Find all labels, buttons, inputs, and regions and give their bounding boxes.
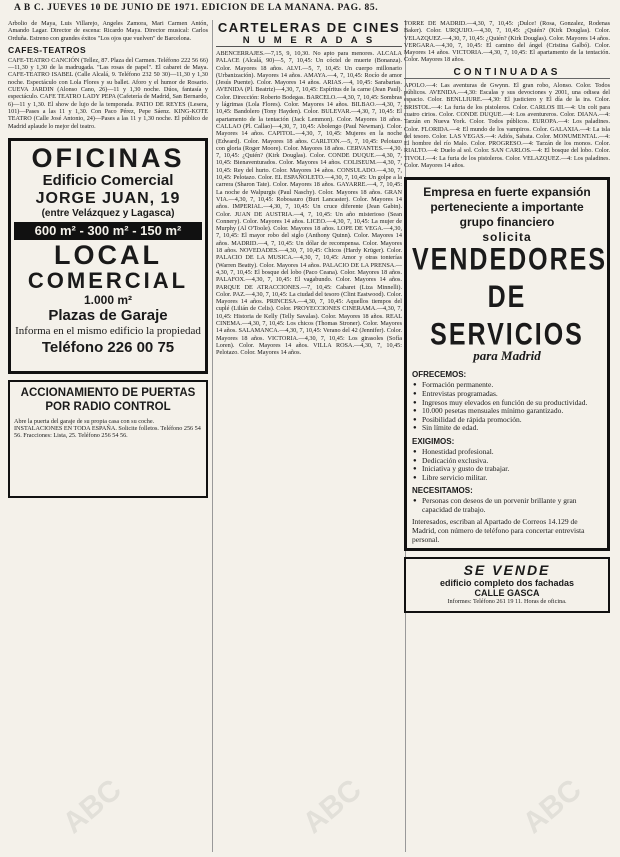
- oficinas-title: OFICINAS: [31, 142, 185, 173]
- carteleras-header: [216, 20, 402, 47]
- list-item: ● Personas con deseos de un porvenir brillante y gran capacidad de trabajo.: [422, 497, 602, 514]
- left-intro-text: Arbolio de Maya, Luis Villarejo, Angeles Zamora, Mari Carmen Antón, Amando Lagar. Director de escena: Ricardo Maya. Director musical: Carlos Orduña. Estreno con grandes éxitos "Los ojos que vuelven" de Barcelona.: [8, 20, 208, 42]
- se-vende-title: SE VENDE: [463, 562, 551, 579]
- right-top-listing: TORRE DE MADRID.—4,30, 7, 10,45: ¡Dulce! (Rosa, Gonzalez, Rodenas Baker). Color. URQUIJO.—4,30, 7, 10,45: ¿Quién? (Kirk Douglas). Color. VELAZQUEZ.—4,30, 7, 10,45: ¿Quién? (Kirk Douglas). Color. Mayores 14 años. VERGARA.—4,30, 7, 10,45: El camino del ángel (Cristina Galbó). Color. Mayores 14 años. VICTORIA.—4,30, 7, 10,45: El apartamento de la tentación. Color. Mayores 18 años.: [404, 20, 610, 64]
- list-item: ● 10.000 pesetas mensuales mínimo garantizado.: [422, 407, 602, 416]
- ofrecemos-list: [412, 381, 602, 433]
- necesitamos-list: [412, 497, 602, 514]
- left-column: [8, 20, 208, 852]
- exigimos-list: [412, 448, 602, 482]
- oficinas-between-streets: (entre Velázquez y Lagasca): [41, 207, 175, 219]
- list-item: ● Sin límite de edad.: [422, 424, 602, 433]
- de-servicios-word: DE SERVICIOS: [430, 279, 584, 353]
- numeradas-subtitle: N U M E R A D A S: [242, 35, 376, 46]
- abc-watermark: ABC: [516, 773, 588, 841]
- ofrecemos-title: OFRECEMOS:: [412, 370, 467, 380]
- cinemas-listing-text: ABENCERRAJES.—7,15, 9, 10,30. No apto para menores. ALCALA PALACE (Alcalá, 90)—5, 7, 10,45: Un cóctel de muerte (Bonanza). Color. Mayores 18 años. ALVI.—5, 7, 10,45: Un cuerpo millonario (Urbanización). Mayores 14 años. AMAYA.—4, 7, 10,45: Rocío de amor (Jesús Puente). Color. Mayores 14 años. ARIAS.—4, 10,45: Sarabarias. AVENIDA (Pl. Beatriz)—4,30, 7, 10,45: Espíritus de la carne (Jean Paul). Color. Dirección: Roberto Bodegas. BARCELO.—4,30, 7, 10,45: Sombras y lágrimas (Lola Flores). Color. Mayores 14 años. BILBAO.—4,30, 7, 10,45: Bandolero (Tony Hayden). Color. BULEVAR.—4,30, 7, 10,45: El apartamento de la tentación (Jack Lemmon). Color. Mayores 18 años. CALLAO (Pl. Callao)—4,30, 7, 10,45: Abolengo (Paul Newman). Color. Mayores 14 años. CAPITOL.—4,30, 7, 10,45: Mujeres en la noche (Edward). Color. Mayores 18 años. CARLTON.—5, 7, 10,45: Pelotazo con gloria (Roger Moore). Color. Mayores 18 años. CERVANTES.—4,30, 7, 10,45: ¿Quién? (Kirk Douglas). Color. CONDE DUQUE.—4,30, 7, 10,45: Bienaventurados. Color. Mayores 14 años. COLISEUM.—4,30, 7, 10,45: Rey del hurto. Color. Mayores 14 años. CONSULADO.—4,30, 7, 10,45: Pelotazo. Color. EL ESPAÑOLETO.—4,30, 7, 10,45: Un golpe a la carrera (Sharon Tate). Color. Mayores 18 años. GAYARRE.—4, 7, 10,45: La noche de Walpurgis (Paul Naschy). Color. Mayores 18 años. GRAN VIA.—4,30, 7, 10,45: Robosauro (Burt Lancaster). Color. Mayores 14 años. IMPERIAL.—4,30, 7, 10,45: Un cruce diferente (Jean Gabin). Color. JUAN DE AUSTRIA.—4, 7, 10,45: Un año misterioso (Sean Connery). Color. Mayores 14 años. LICEO.—4,30, 7, 10,45: La mujer de Murphy (Al O'Toole). Color. Mayores 18 años. LOPE DE VEGA.—4,30, 7, 10,45: El mayor robo del siglo (Anthony Quinn). Color. Mayores 14 años. MADRID.—4, 7, 10,45: Un dólar de recompensa. Color. Mayores 18 años. NOVEDADES.—4,30, 7, 10,45: Chicos (Hardy Krüger). Color. PALACIO DE LA MUSICA.—4,30, 7, 10,45: Amor y otras tonterías (Warren Beatty). Color. Mayores 14 años. PALACIO DE LA PRENSA.—4,30, 7, 10,45: El bosque del lobo (Paco Ceana). Color. Mayores 18 años. PALAFOX.—4,30, 7, 10,45: El vagabundo. Color. Mayores 14 años. PARQUE DE ATRACCIONES.—7, 10,45: Cabaret (Liza Minnelli). Color. PAZ.—4,30, 7, 10,45: La ciudad del tesoro (Clint Eastwood). Color. Mayores 14 años. PRINCESA.—4,30, 7, 10,45: Aquellos tiempos del cuplé (Lilián de Celis). Color. PROYECCIONES CINERAMA.—4,30, 7, 10,45: Historia de Kelly (Telly Savalas). Color. Mayores 18 años. REAL CINEMA.—4,30, 7, 10,45: Los chicos (Thomas Stroner). Color. Mayores 14 años. SALAMANCA.—4,30, 7, 10,45: Verano del 42 (Jennifer). Color. Mayores 18 años. VICTORIA.—4,30, 7, 10,45: Los girasoles (Sofía Loren). Color. Mayores 14 años. VILLA ROSA.—4,30, 7, 10,45: Pelotazo. Color. Mayores 14 años.: [216, 50, 402, 357]
- list-item: ● Posibilidad de rápida promoción.: [422, 416, 602, 425]
- vendedores-advertisement: [404, 177, 610, 551]
- vendedores-headline: [412, 241, 608, 354]
- oficinas-phone: Teléfono 226 00 75: [41, 338, 175, 356]
- necesitamos-title: NECESITAMOS:: [412, 486, 473, 496]
- continuadas-title: CONTINUADAS: [404, 67, 610, 79]
- list-item: ● Entrevistas programadas.: [422, 390, 602, 399]
- list-item: ● Honestidad profesional.: [422, 448, 602, 457]
- vendedores-word: VENDEDORES: [412, 242, 608, 278]
- local-size: 1.000 m²: [83, 292, 133, 307]
- list-item: ● Dedicación exclusiva.: [422, 457, 602, 466]
- list-item: ● Libre servicio militar.: [422, 474, 602, 483]
- list-item: ● Formación permanente.: [422, 381, 602, 390]
- list-item: ● Ingresos muy elevados en función de su productividad.: [422, 399, 602, 408]
- se-vende-text: Informes: Teléfono 261 19 11. Horas de oficina.: [447, 598, 567, 606]
- informa-line: Informa en el mismo edificio la propiedad: [15, 324, 201, 337]
- exigimos-title: EXIGIMOS:: [412, 436, 455, 446]
- carteleras-title: CARTELERAS DE CINES: [217, 20, 401, 35]
- oficinas-address: JORGE JUAN, 19: [35, 189, 181, 207]
- right-column: [404, 20, 610, 852]
- comercial-title: COMERCIAL: [27, 267, 189, 293]
- page-header: A B C. JUEVES 10 DE JUNIO DE 1971. EDICION DE LA MAÑANA. PAG. 85.: [14, 3, 379, 13]
- local-title: LOCAL: [54, 239, 162, 270]
- se-vende-advertisement: [404, 557, 610, 613]
- radio-control-text: Abre la puerta del garaje de su propia casa con su coche. INSTALACIONES EN TODA ESPAÑA. Solicite folletos. Teléfono 256 54 56. Fracciones: Lista, 25. Teléfono 256 54 56.: [14, 417, 201, 440]
- se-vende-street: CALLE GASCA: [474, 588, 540, 599]
- vendedores-contact: Interesados, escriban al Apartado de Correos 14.129 de Madrid, con número de teléfono para concertar entrevista personal.: [412, 517, 585, 544]
- continuadas-listing: APOLO.—4: Las aventuras de Gwynn. El gran robo, Alonso. Color. Todos públicos. AVENIDA.—4,30: Escalas y sus devociones y 2001, una odisea del espacio. Color. BENLLIURE.—4,30: El justiciero y El día de la ira. Color. BRISTOL.—4: La furia de los pistoleros. Color. CARLOS III.—4: Un colt para cuatro cirios. Color. CONDE DUQUE.—4: Los aventureros. Color. DIANA.—4: Tarzán en Nueva York. Color. Todos públicos. EUROPA.—4: Los paladines. Color. FLORIDA.—4: El mundo de los vampiros. Color. GALAXIA.—4: La isla del tesoro. Color. LAS VEGAS.—4: Adiós, Sabata. Color. MONUMENTAL.—4: El hombre del río Malo. Color. PROGRESO.—4: Tarzán de los monos. Color. RIALTO.—4: Duelo al sol. Color. SAN CARLOS.—4: El bosque del lobo. Color. TIVOLI.—4: La furia de los pistoleros. Color. VELAZQUEZ.—4: Los paladines. Color. Mayores 14 años.: [404, 81, 610, 170]
- radio-control-title: ACCIONAMIENTO DE PUERTAS POR RADIO CONTROL: [20, 386, 196, 413]
- vendedores-solicita: solicita: [482, 230, 532, 245]
- radio-control-advertisement: [8, 380, 208, 498]
- abc-watermark: ABC: [56, 773, 128, 841]
- oficinas-edificio: Edificio Comercial: [42, 171, 174, 189]
- cafes-teatros-text: CAFE-TEATRO CANCIÓN (Tellez, 87. Plaza del Carmen. Teléfono 222 56 66)—11,30 y 1,30 de la madrugada. "Las rosas de papel". El cabaret de Maya. CAFE-TEATRO ISABEL (Calle Alcalá, 9. Teléfono 232 50 30)—11,30 y 1,30 noche. Espectáculo con Lola Flores y su ballet. Aforo y el humor de Rosario. CUEVA JARDIN (Alonso Cano, 26)—11 y 1,30 noche. Dúos, fantasía y espectáculo. CAFE TEATRO LADY PEPA (Cafetería de Madrid, San Bernardo, 6)—11 y 1,30. El show de lujo de la temporada. PATIO DE REYES (Lesera, 101)—Pases a las 11 y 1,30. Con Paco Pérez, Pepe Sáenz. KING-KOTE TEATRO (Calle José Antonio, 24)—Pases a las 11 y 1,30 noche. El público de Madrid aplaude lo mejor del teatro.: [8, 56, 208, 130]
- se-vende-subtitle: edificio completo dos fachadas: [439, 578, 575, 589]
- oficinas-sizes: 600 m² - 300 m² - 150 m²: [14, 222, 202, 240]
- para-madrid: para Madrid: [473, 348, 541, 364]
- middle-column: [212, 20, 406, 852]
- list-item: ● Iniciativa y gusto de trabajar.: [422, 465, 602, 474]
- abc-watermark: ABC: [296, 773, 368, 841]
- oficinas-advertisement: [8, 138, 208, 374]
- vendedores-intro: Empresa en fuerte expansión perteneciente a importante grupo financiero: [423, 185, 591, 230]
- cafes-teatros-title: CAFES-TEATROS: [8, 44, 87, 55]
- garaje-line: Plazas de Garaje: [48, 306, 168, 324]
